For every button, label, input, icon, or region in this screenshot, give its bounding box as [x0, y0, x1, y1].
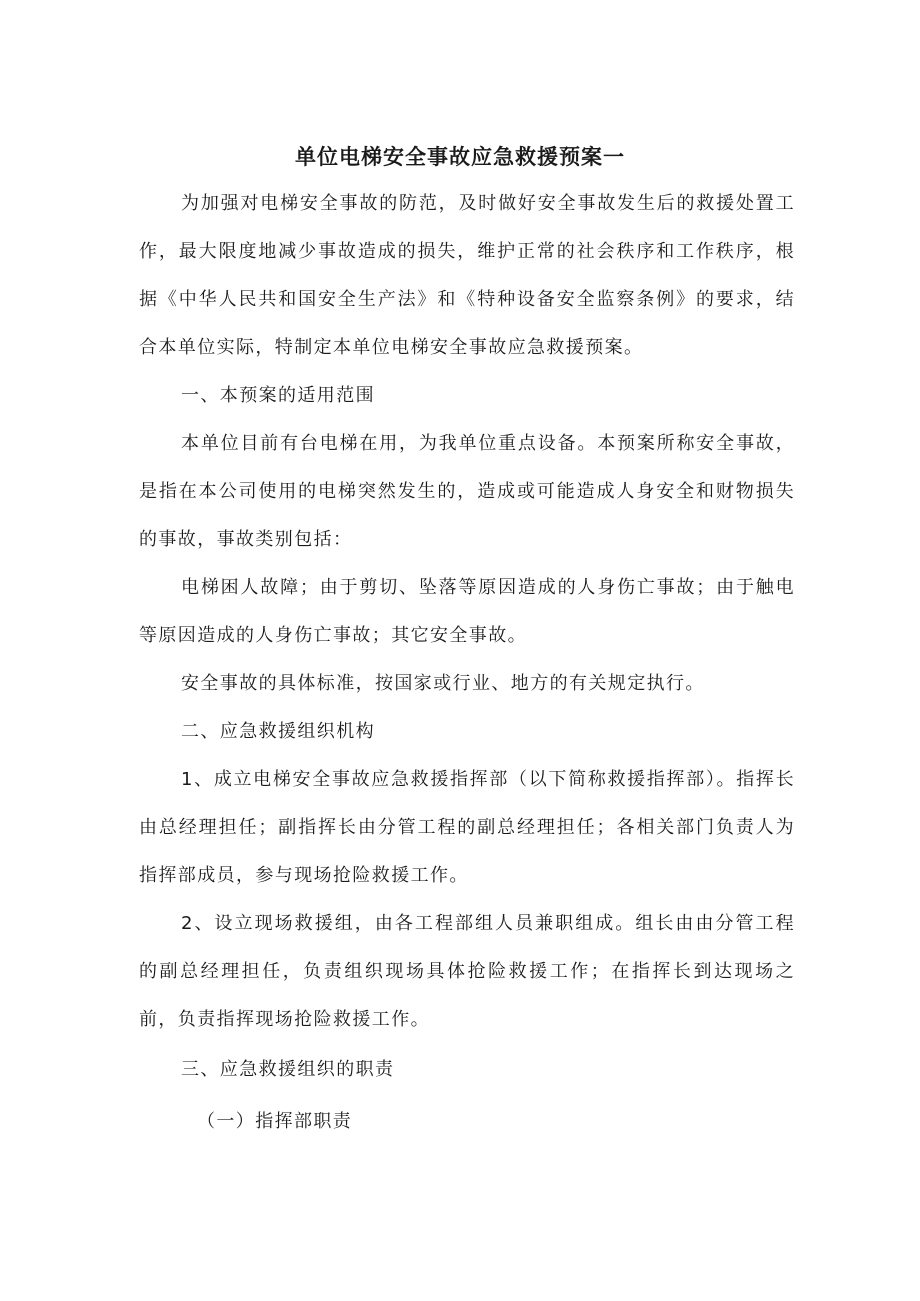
document-title: 单位电梯安全事故应急救援预案一: [295, 145, 625, 169]
section-heading-organization: 二、应急救援组织机构: [181, 721, 375, 742]
paragraph-command-center: 1、成立电梯安全事故应急救援指挥部（以下简称救援指挥部）。指挥长由总经理担任；副指挥长由分管工程的副总经理担任；各相关部门负责人为指挥部成员，参与现场抢险救援工作。: [139, 769, 795, 886]
paragraph-accident-types: 电梯困人故障；由于剪切、坠落等原因造成的人身伤亡事故；由于触电等原因造成的人身伤亡事故；其它安全事故。: [139, 577, 795, 646]
paragraph-intro: 为加强对电梯安全事故的防范，及时做好安全事故发生后的救援处置工作，最大限度地减少事故造成的损失，维护正常的社会秩序和工作秩序，根据《中华人民共和国安全生产法》和《特种设备安全监察条例》的要求，结合本单位实际，特制定本单位电梯安全事故应急救援预案。: [139, 193, 795, 358]
subsection-heading-command-duties: （一）指挥部职责: [197, 1111, 353, 1132]
section-heading-duties: 三、应急救援组织的职责: [181, 1059, 395, 1080]
section-heading-scope: 一、本预案的适用范围: [181, 385, 375, 406]
paragraph-standards: 安全事故的具体标准，按国家或行业、地方的有关规定执行。: [181, 673, 705, 694]
paragraph-rescue-team: 2、设立现场救援组，由各工程部组人员兼职组成。组长由由分管工程的副总经理担任，负责组织现场具体抢险救援工作；在指挥长到达现场之前，负责指挥现场抢险救援工作。: [139, 913, 795, 1030]
paragraph-scope: 本单位目前有台电梯在用，为我单位重点设备。本预案所称安全事故，是指在本公司使用的电梯突然发生的，造成或可能造成人身安全和财物损失的事故，事故类别包括：: [139, 433, 795, 550]
